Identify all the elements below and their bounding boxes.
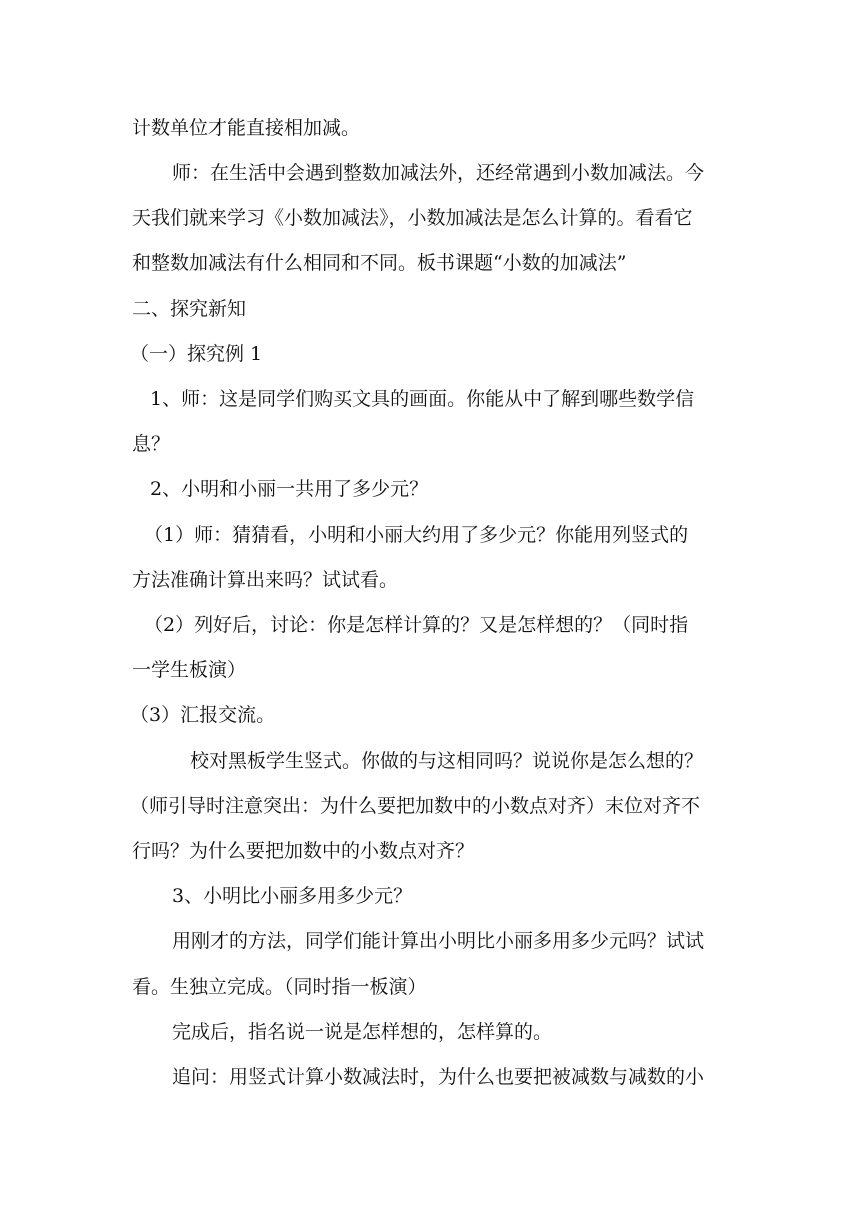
text-line-1: 计数单位才能直接相加减。 [132, 117, 361, 139]
text-line-18: 3、小明比小丽多用多少元？ [172, 885, 413, 907]
section-heading: 二、探究新知 [132, 298, 247, 320]
text-line-22: 追问：用竖式计算小数减法时，为什么也要把被减数与减数的小 [172, 1066, 705, 1088]
text-line-21: 完成后，指名说一说是怎样想的，怎样算的。 [172, 1021, 553, 1043]
text-line-7: 1、师：这是同学们购买文具的画面。你能从中了解到哪些数学信 [150, 388, 695, 410]
subsection-heading: （一）探究例 1 [130, 343, 263, 365]
text-line-3: 天我们就来学习《小数加减法》，小数加减法是怎么计算的。看看它 [132, 207, 693, 229]
text-line-14: （3）汇报交流。 [130, 704, 276, 726]
text-line-16: （师引导时注意突出：为什么要把加数中的小数点对齐）末位对齐不 [130, 795, 701, 817]
text-line-2: 师：在生活中会遇到整数加减法外，还经常遇到小数加减法。今 [172, 162, 705, 184]
text-line-10: （1）师：猜猜看，小明和小丽大约用了多少元？你能用列竖式的 [144, 524, 689, 546]
text-line-20: 看。生独立完成。（同时指一板演） [132, 976, 427, 998]
text-line-13: 一学生板演） [132, 659, 247, 681]
text-line-11: 方法准确计算出来吗？试试看。 [132, 569, 399, 591]
text-line-8: 息？ [132, 433, 171, 455]
text-line-4: 和整数加减法有什么相同和不同。板书课题“小数的加减法” [132, 252, 627, 274]
text-line-19: 用刚才的方法，同学们能计算出小明比小丽多用多少元吗？试试 [172, 930, 705, 952]
text-line-12: （2）列好后，讨论：你是怎样计算的？又是怎样想的？（同时指 [144, 614, 689, 636]
text-line-15: 校对黑板学生竖式。你做的与这相同吗？说说你是怎么想的？ [190, 750, 704, 772]
text-line-17: 行吗？为什么要把加数中的小数点对齐？ [132, 840, 475, 862]
text-line-9: 2、小明和小丽一共用了多少元？ [150, 478, 429, 500]
